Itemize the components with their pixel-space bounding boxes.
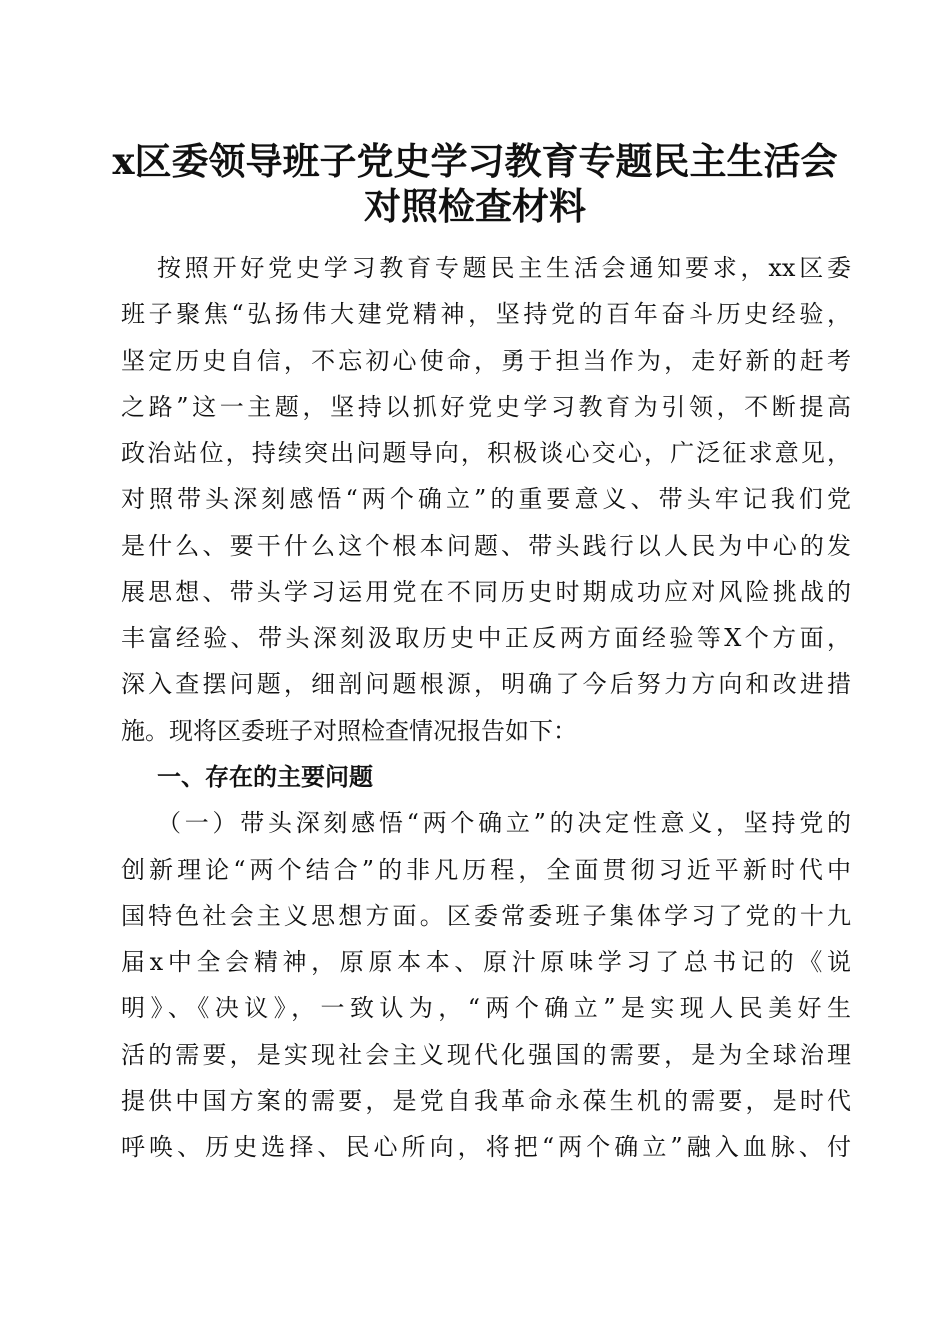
paragraph-line: 施。现将区委班子对照检查情况报告如下： xyxy=(121,717,577,745)
paragraph-line: 明》、《决议》，一致认为，“两个确立”是实现人民美好生 xyxy=(121,994,851,1022)
paragraph-line: （一）带头深刻感悟“两个确立”的决定性意义，坚持党的 xyxy=(157,809,851,837)
paragraph-line: 班子聚焦“弘扬伟大建党精神，坚持党的百年奋斗历史经验， xyxy=(121,300,851,328)
document-title-line-1: x区委领导班子党史学习教育专题民主生活会 xyxy=(112,139,838,183)
paragraph-line: 深入查摆问题，细剖问题根源，明确了今后努力方向和改进措 xyxy=(121,670,851,698)
paragraph-line: 丰富经验、带头深刻汲取历史中正反两方面经验等X个方面， xyxy=(121,624,851,652)
section-heading: 一、存在的主要问题 xyxy=(157,763,373,791)
paragraph-line: 之路”这一主题，坚持以抓好党史学习教育为引领，不断提高 xyxy=(121,393,851,421)
paragraph-line: 展思想、带头学习运用党在不同历史时期成功应对风险挑战的 xyxy=(121,578,851,606)
paragraph-line: 创新理论“两个结合”的非凡历程，全面贯彻习近平新时代中 xyxy=(121,856,851,884)
document-title-line-2: 对照检查材料 xyxy=(364,184,586,228)
paragraph-line: 届x中全会精神，原原本本、原汁原味学习了总书记的《说 xyxy=(121,948,851,976)
paragraph-line: 对照带头深刻感悟“两个确立”的重要意义、带头牢记我们党 xyxy=(121,485,851,513)
paragraph-line: 提供中国方案的需要，是党自我革命永葆生机的需要，是时代 xyxy=(121,1087,851,1115)
paragraph-line: 坚定历史自信，不忘初心使命，勇于担当作为，走好新的赶考 xyxy=(121,347,851,375)
paragraph-line: 按照开好党史学习教育专题民主生活会通知要求，xx区委 xyxy=(157,254,851,282)
paragraph-line: 政治站位，持续突出问题导向，积极谈心交心，广泛征求意见， xyxy=(121,439,851,467)
paragraph-line: 国特色社会主义思想方面。区委常委班子集体学习了党的十九 xyxy=(121,902,851,930)
paragraph-line: 是什么、要干什么这个根本问题、带头践行以人民为中心的发 xyxy=(121,532,851,560)
paragraph-line: 呼唤、历史选择、民心所向，将把“两个确立”融入血脉、付 xyxy=(121,1133,851,1161)
paragraph-line: 活的需要，是实现社会主义现代化强国的需要，是为全球治理 xyxy=(121,1041,851,1069)
